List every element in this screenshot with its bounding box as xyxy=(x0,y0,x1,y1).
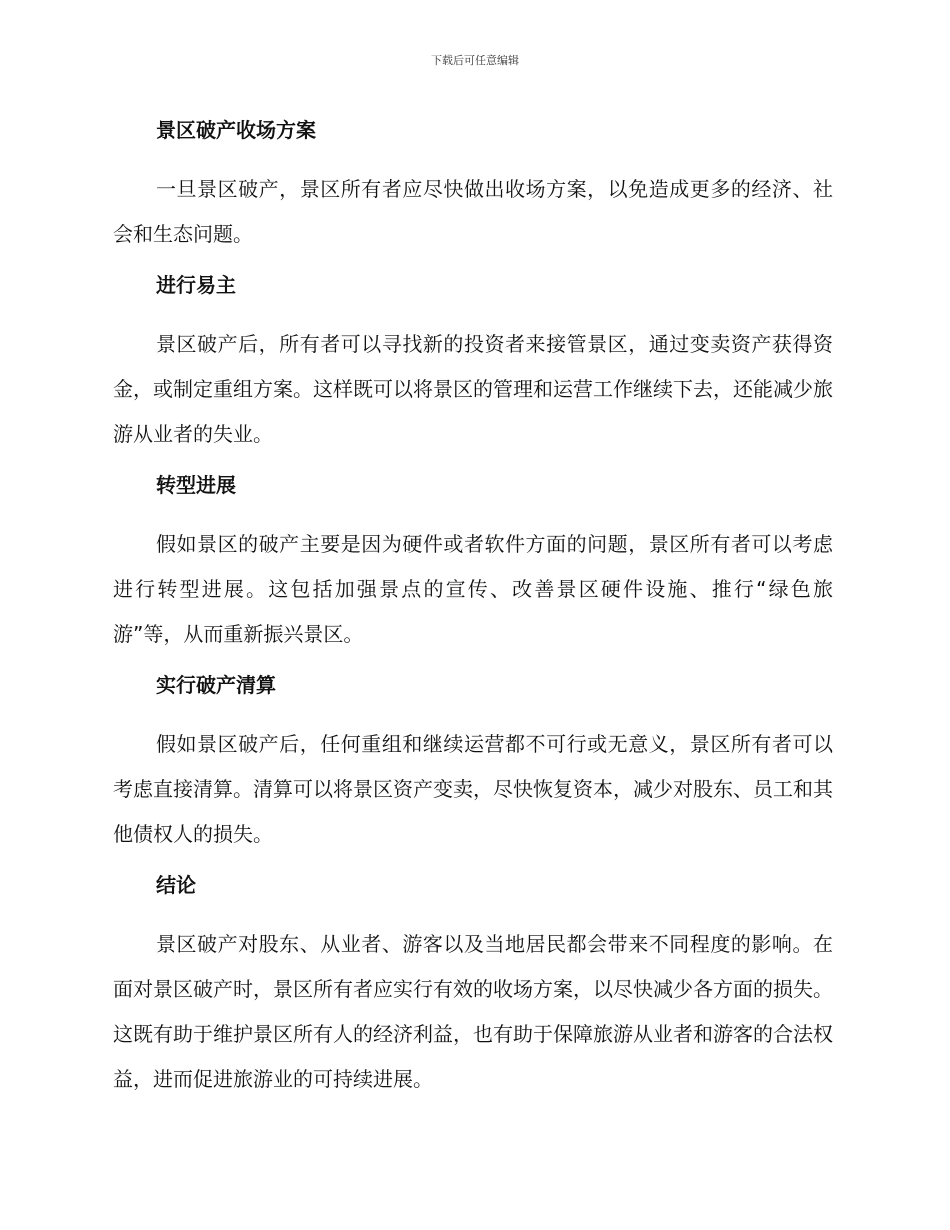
section-title-ownership-change: 进行易主 xyxy=(156,273,236,297)
page-header: 下载后可任意编辑 xyxy=(431,54,519,67)
section-paragraph-liquidation: 假如景区破产后，任何重组和继续运营都不可行或无意义，景区所有者可以考虑直接清算。清算可以将景区资产变卖，尽快恢复资本，减少对股东、员工和其他债权人的损失。 xyxy=(113,732,833,846)
section-title-conclusion: 结论 xyxy=(156,873,196,897)
section-paragraph-conclusion: 景区破产对股东、从业者、游客以及当地居民都会带来不同程度的影响。在面对景区破产时，景区所有者应实行有效的收场方案，以尽快减少各方面的损失。这既有助于维护景区所有人的经济利益，也有助于保障旅游从业者和游客的合法权益，进而促进旅游业的可持续进展。 xyxy=(113,932,833,1091)
section-title-closure-plan: 景区破产收场方案 xyxy=(156,118,316,142)
document-body xyxy=(113,110,833,1102)
section-paragraph-transformation: 假如景区的破产主要是因为硬件或者软件方面的问题，景区所有者可以考虑进行转型进展。这包括加强景点的宣传、改善景区硬件设施、推行“绿色旅游”等，从而重新振兴景区。 xyxy=(113,532,833,646)
section-title-liquidation: 实行破产清算 xyxy=(156,673,276,697)
section-paragraph-ownership-change: 景区破产后，所有者可以寻找新的投资者来接管景区，通过变卖资产获得资金，或制定重组方案。这样既可以将景区的管理和运营工作继续下去，还能减少旅游从业者的失业。 xyxy=(113,332,833,446)
section-paragraph-closure-plan: 一旦景区破产，景区所有者应尽快做出收场方案，以免造成更多的经济、社会和生态问题。 xyxy=(113,177,833,246)
section-title-transformation: 转型进展 xyxy=(156,473,236,497)
